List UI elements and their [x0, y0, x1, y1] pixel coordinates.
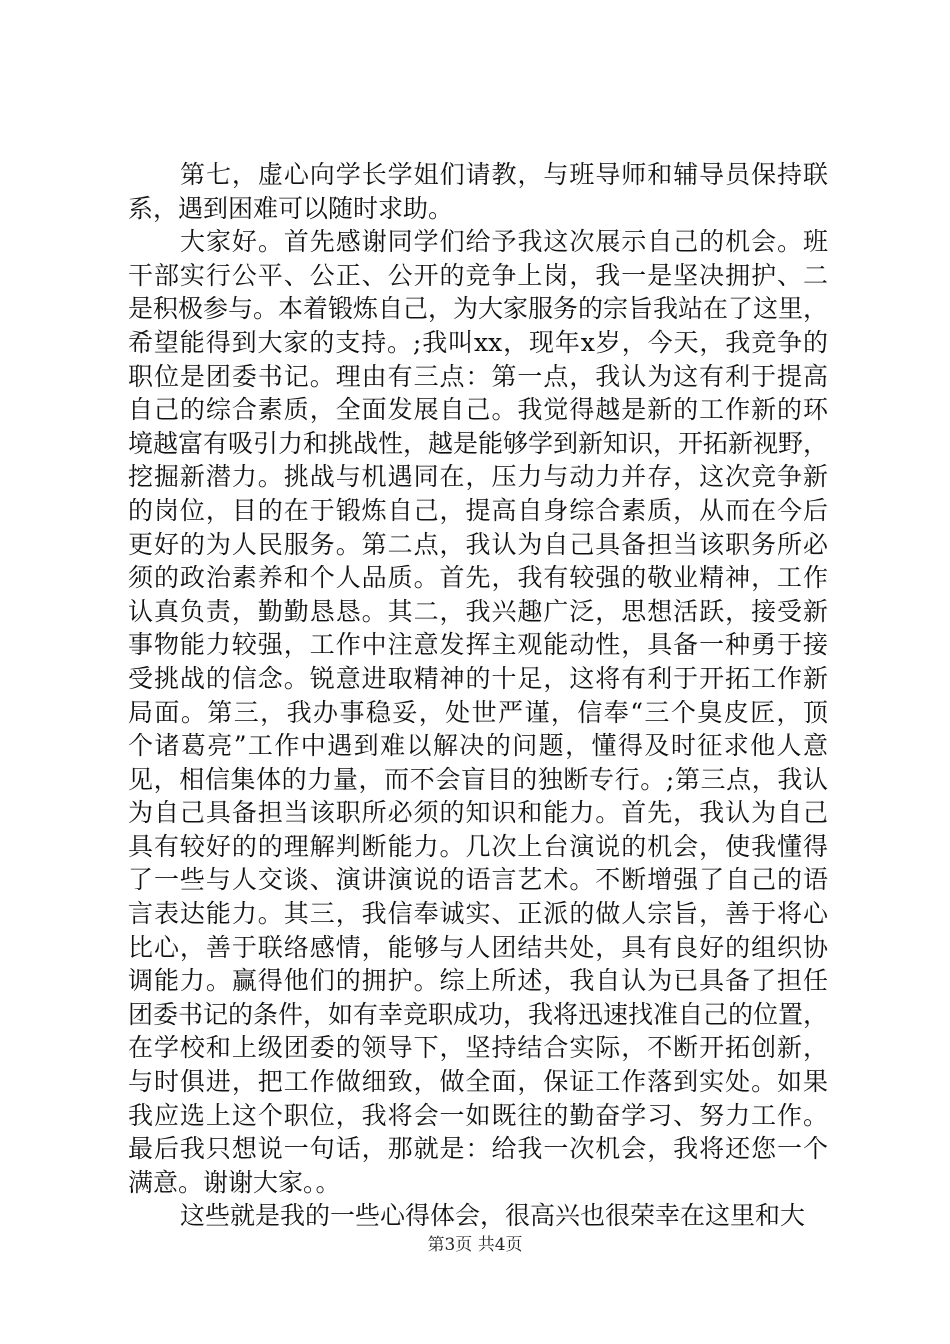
text-line: 在学校和上级团委的领导下，坚持结合实际，不断开拓创新，	[128, 1033, 828, 1063]
text-line: 第七，虚心向学长学姐们请教，与班导师和辅导员保持联	[180, 160, 828, 189]
text-line: 局面。第三，我办事稳妥，处世严谨，信奉“三个臭皮匠，顶	[128, 697, 828, 727]
document-body	[128, 158, 828, 1233]
paragraph-seventh-point	[128, 158, 828, 225]
text-line: 调能力。赢得他们的拥护。综上所述，我自认为已具备了担任	[128, 966, 828, 996]
text-line: 自己的综合素质，全面发展自己。我觉得越是新的工作新的环	[128, 395, 828, 425]
text-line: 满意。谢谢大家。。	[128, 1167, 341, 1197]
text-line: 与时俱进，把工作做细致，做全面，保证工作落到实处。如果	[128, 1067, 828, 1097]
text-line: 境越富有吸引力和挑战性，越是能够学到新知识，开拓新视野，	[128, 428, 829, 458]
text-line: 职位是团委书记。理由有三点：第一点，我认为这有利于提高	[128, 361, 828, 391]
page-number-footer: 第3页 共4页	[427, 1235, 523, 1255]
paragraph-closing	[128, 1199, 828, 1233]
text-line: 团委书记的条件，如有幸竞职成功，我将迅速找准自己的位置，	[128, 999, 829, 1029]
text-line: 干部实行公平、公正、公开的竞争上岗，我一是坚决拥护、二	[128, 260, 828, 290]
text-line: 系，遇到困难可以随时求助。	[128, 193, 454, 223]
text-line: 挖掘新潜力。挑战与机遇同在，压力与动力并存，这次竞争新	[128, 462, 828, 492]
text-line: 比心，善于联络感情，能够与人团结共处，具有良好的组织协	[128, 932, 828, 962]
text-line: 具有较好的的理解判断能力。几次上台演说的机会，使我懂得	[128, 831, 828, 861]
text-line: 见，相信集体的力量，而不会盲目的独断专行。;第三点，我认	[128, 764, 828, 794]
text-line: 大家好。首先感谢同学们给予我这次展示自己的机会。班	[180, 227, 828, 257]
text-line: 我应选上这个职位，我将会一如既往的勤奋学习、努力工作。	[128, 1100, 828, 1130]
text-line: 的岗位，目的在于锻炼自己，提高自身综合素质，从而在今后	[128, 495, 828, 525]
text-line: 希望能得到大家的支持。;我叫xx，现年x岁，今天，我竞争的	[128, 327, 828, 357]
text-line: 最后我只想说一句话，那就是：给我一次机会，我将还您一个	[128, 1134, 828, 1164]
text-line: 认真负责，勤勤恳恳。其二，我兴趣广泛，思想活跃，接受新	[128, 596, 828, 626]
text-line: 更好的为人民服务。第二点，我认为自己具备担当该职务所必	[128, 529, 828, 559]
text-line: 事物能力较强，工作中注意发挥主观能动性，具备一种勇于接	[128, 630, 828, 660]
text-line: 是积极参与。本着锻炼自己，为大家服务的宗旨我站在了这里，	[128, 294, 829, 324]
text-line: 个诸葛亮”工作中遇到难以解决的问题，懂得及时征求他人意	[128, 731, 828, 761]
text-line: 言表达能力。其三，我信奉诚实、正派的做人宗旨，善于将心	[128, 899, 828, 929]
text-line: 须的政治素养和个人品质。首先，我有较强的敬业精神，工作	[128, 563, 828, 593]
paragraph-campaign-speech	[128, 225, 828, 1199]
text-line: 这些就是我的一些心得体会，很高兴也很荣幸在这里和大	[180, 1201, 806, 1231]
text-line: 受挑战的信念。锐意进取精神的十足，这将有利于开拓工作新	[128, 663, 828, 693]
text-line: 了一些与人交谈、演讲演说的语言艺术。不断增强了自己的语	[128, 865, 828, 895]
text-line: 为自己具备担当该职所必须的知识和能力。首先，我认为自己	[128, 798, 828, 828]
